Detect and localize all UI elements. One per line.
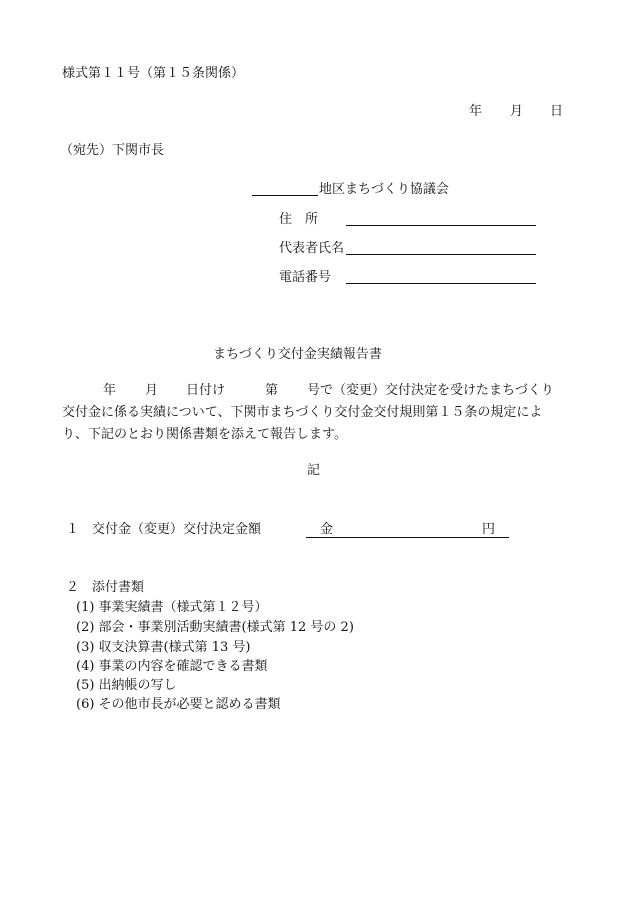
list-item: (2) 部会・事業別活動実績書(様式第 12 号の 2) bbox=[76, 620, 354, 635]
list-item: (1) 事業実績書（様式第１２号） bbox=[76, 600, 268, 615]
phone-blank bbox=[346, 283, 536, 284]
amount-suffix: 円 bbox=[482, 522, 496, 537]
list-item: (3) 収支決算書(様式第 13 号) bbox=[76, 640, 251, 655]
date-month: 月 bbox=[510, 104, 524, 119]
body-line2: 交付金に係る実績について、下関市まちづくり交付金交付規則第１５条の規定によ bbox=[62, 405, 543, 420]
body-dated: 日付け bbox=[186, 383, 226, 398]
council-name-blank bbox=[252, 195, 318, 196]
body-dai: 第 bbox=[265, 383, 279, 398]
addressee: （宛先）下関市長 bbox=[60, 143, 165, 158]
date-day: 日 bbox=[550, 104, 564, 119]
representative-blank bbox=[346, 254, 536, 255]
phone-label: 電話番号 bbox=[279, 270, 332, 285]
amount-prefix: 金 bbox=[320, 522, 334, 537]
council-suffix: 地区まちづくり協議会 bbox=[319, 182, 449, 197]
representative-label: 代表者氏名 bbox=[279, 241, 345, 256]
address-blank bbox=[346, 225, 536, 226]
list-item: (6) その他市長が必要と認める書類 bbox=[76, 697, 281, 712]
form-number: 様式第１１号（第１５条関係） bbox=[62, 66, 245, 81]
body-year: 年 bbox=[103, 383, 117, 398]
address-label: 住 所 bbox=[279, 212, 319, 227]
report-title: まちづくり交付金実績報告書 bbox=[213, 347, 382, 362]
body-month: 月 bbox=[145, 383, 159, 398]
body-line3: り、下記のとおり関係書類を添えて報告します。 bbox=[62, 427, 347, 442]
date-year: 年 bbox=[469, 104, 483, 119]
amount-blank bbox=[306, 537, 509, 538]
item2-label: ２ 添付書類 bbox=[66, 580, 145, 595]
list-item: (5) 出納帳の写し bbox=[76, 678, 177, 693]
item1-label: １ 交付金（変更）交付決定金額 bbox=[66, 522, 262, 537]
list-item: (4) 事業の内容を確認できる書類 bbox=[76, 659, 268, 674]
body-line1-rest: 号で（変更）交付決定を受けたまちづくり bbox=[307, 383, 554, 398]
ki-marker: 記 bbox=[307, 463, 321, 478]
